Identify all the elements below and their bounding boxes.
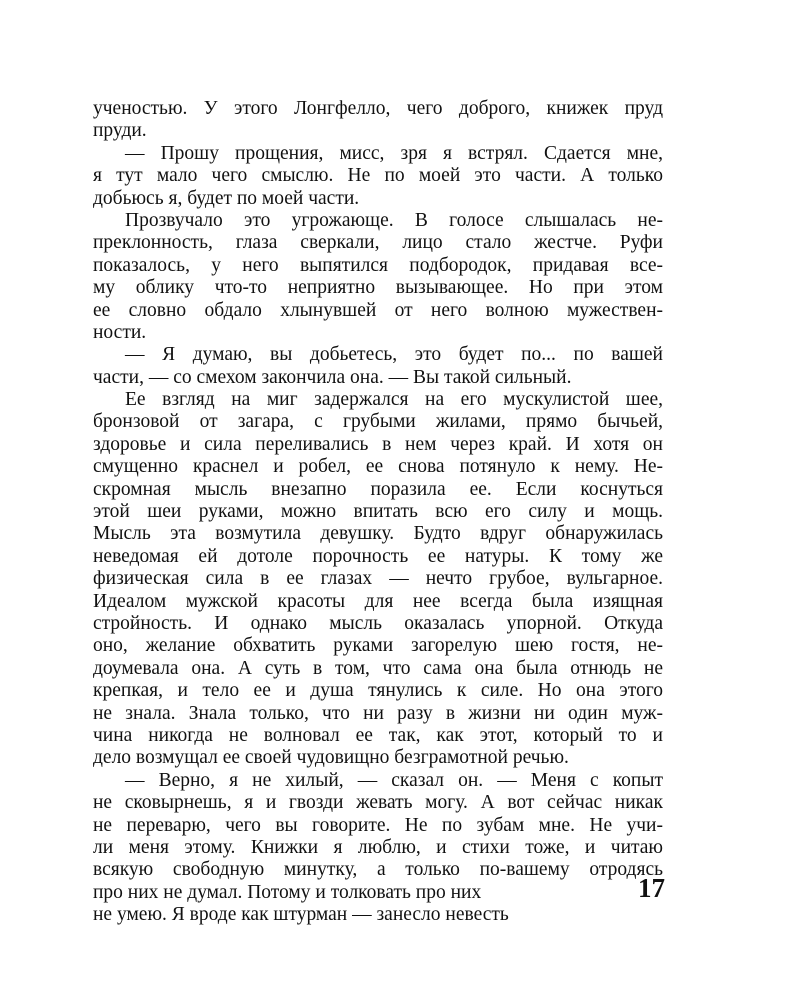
text-line: всякую свободную минутку, а только по-вашему отродясь [93,859,663,881]
text-line: скромная мысль внезапно поразила ее. Если коснуться [93,478,663,500]
text-line: не знала. Знала только, что ни разу в жизни ни один муж- [93,702,663,724]
text-line: чина никогда не волновал ее так, как этот, который то и [93,724,663,746]
text-line: смущенно краснел и робел, ее снова потянуло к нему. Не- [93,456,663,478]
text-line: я тут мало чего смыслю. Не по моей это части. А только [93,165,663,187]
text-line: оно, желание обхватить руками загорелую шею гостя, не- [93,635,663,657]
text-line: здоровье и сила переливались в нем через край. И хотя он [93,433,663,455]
page-number: 17 [638,873,665,903]
text-line: ности. [93,321,147,343]
text-line: Идеалом мужской красоты для нее всегда была изящная [93,590,663,612]
text-line: — Прошу прощения, мисс, зря я встрял. Сдается мне, [125,142,663,164]
text-line: Прозвучало это угрожающе. В голосе слышалась не- [125,209,663,231]
text-line: пруди. [93,120,147,142]
text-line: преклонность, глаза сверкали, лицо стало жестче. Руфи [93,232,663,254]
text-line: крепкая, и тело ее и душа тянулись к силе. Но она этого [93,680,663,702]
text-line: ученостью. У этого Лонгфелло, чего доброго, книжек пруд [93,98,663,119]
text-line: неведомая ей дотоле порочность ее натуры. К тому же [93,545,663,567]
text-line: стройность. И однако мысль оказалась упорной. Откуда [93,612,663,634]
text-line: Мысль эта возмутила девушку. Будто вдруг обнаружилась [93,523,663,545]
text-line: Ее взгляд на миг задержался на его мускулистой шее, [125,389,663,411]
text-line: не переварю, чего вы говорите. Не по зубам мне. Не учи- [93,814,663,836]
text-line: ее словно обдало хлынувшей от него волною мужествен- [93,299,663,321]
text-line: — Я думаю, вы добьетесь, это будет по... по вашей [125,344,663,366]
text-line: добьюсь я, будет по моей части. [93,187,360,209]
page-text-block [93,98,663,926]
text-line: не умею. Я вроде как штурман — занесло невесть [93,904,509,926]
text-line: этой шеи руками, можно впитать всю его силу и мощь. [93,501,663,523]
text-line: дело возмущал ее своей чудовищно безграмотной речью. [93,747,569,769]
text-line: му облику что-то неприятно вызывающее. Но при этом [93,277,663,299]
text-line: не сковырнешь, я и гвозди жевать могу. А вот сейчас никак [93,792,663,814]
text-line: ли меня этому. Книжки я люблю, и стихи тоже, и читаю [93,836,663,858]
text-line: про них не думал. Потому и толковать про них [93,881,482,903]
text-line: — Верно, я не хилый, — сказал он. — Меня с копыт [125,769,663,791]
text-line: показалось, у него выпятился подбородок, придавая все- [93,254,663,276]
text-line: части, — со смехом закончила она. — Вы такой сильный. [93,366,572,388]
text-line: физическая сила в ее глазах — нечто грубое, вульгарное. [93,568,663,590]
text-line: доумевала она. А суть в том, что сама она была отнюдь не [93,657,663,679]
text-line: бронзовой от загара, с грубыми жилами, прямо бычьей, [93,411,663,433]
